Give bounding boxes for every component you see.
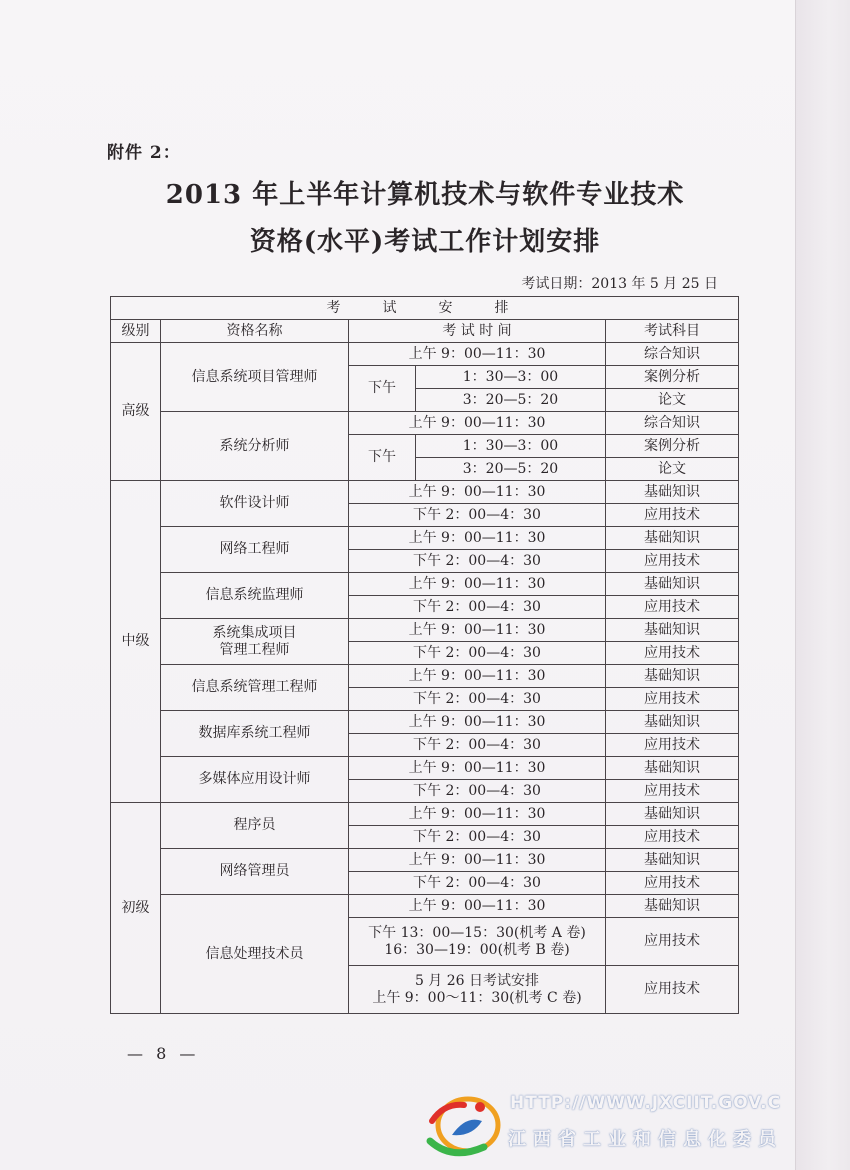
qualification-name: 程序员 bbox=[161, 803, 349, 849]
exam-time: 上午 9：00—11：30 bbox=[349, 895, 606, 918]
exam-time: 上午 9：00—11：30 bbox=[349, 527, 606, 550]
exam-subject: 案例分析 bbox=[606, 435, 739, 458]
exam-time-line2: 上午 9：00～11：30(机考 C 卷) bbox=[372, 989, 582, 1006]
exam-time-line1: 5 月 26 日考试安排 bbox=[414, 972, 540, 989]
exam-time: 上午 9：00—11：30 bbox=[349, 803, 606, 826]
exam-time: 上午 9：00—11：30 bbox=[349, 573, 606, 596]
qualification-name: 网络管理员 bbox=[161, 849, 349, 895]
exam-time: 上午 9：00—11：30 bbox=[349, 665, 606, 688]
level-senior: 高级 bbox=[111, 343, 161, 481]
exam-time: 下午 2：00—4：30 bbox=[349, 734, 606, 757]
exam-subject: 基础知识 bbox=[606, 619, 739, 642]
document-title-line2: 资格(水平)考试工作计划安排 bbox=[249, 227, 601, 257]
exam-time-multiline bbox=[349, 918, 606, 966]
exam-time: 上午 9：00—11：30 bbox=[349, 619, 606, 642]
exam-subject: 应用技术 bbox=[606, 688, 739, 711]
exam-time: 上午 9：00—11：30 bbox=[349, 481, 606, 504]
exam-time: 上午 9：00—11：30 bbox=[349, 343, 606, 366]
table-caption: 考 试 安 排 bbox=[111, 297, 739, 320]
table-row bbox=[111, 895, 739, 918]
exam-date: 考试日期：2013 年 5 月 25 日 bbox=[521, 276, 718, 292]
exam-time: 下午 2：00—4：30 bbox=[349, 872, 606, 895]
exam-time: 下午 2：00—4：30 bbox=[349, 780, 606, 803]
qualification-name: 信息处理技术员 bbox=[161, 895, 349, 1014]
site-logo-icon bbox=[422, 1091, 502, 1159]
pm-label: 下午 bbox=[349, 366, 416, 412]
exam-time: 1：30—3：00 bbox=[416, 366, 606, 389]
exam-subject: 应用技术 bbox=[606, 734, 739, 757]
exam-subject: 论文 bbox=[606, 389, 739, 412]
exam-time: 1：30—3：00 bbox=[416, 435, 606, 458]
qualification-name: 信息系统管理工程师 bbox=[161, 665, 349, 711]
qualification-name: 信息系统监理师 bbox=[161, 573, 349, 619]
table-header-row bbox=[111, 320, 739, 343]
exam-time: 上午 9：00—11：30 bbox=[349, 757, 606, 780]
exam-time: 下午 2：00—4：30 bbox=[349, 826, 606, 849]
exam-time: 下午 2：00—4：30 bbox=[349, 642, 606, 665]
table-row bbox=[111, 757, 739, 780]
table-row bbox=[111, 803, 739, 826]
attachment-label: 附件 2： bbox=[107, 143, 181, 163]
exam-subject: 基础知识 bbox=[606, 849, 739, 872]
exam-time: 下午 2：00—4：30 bbox=[349, 550, 606, 573]
exam-time: 下午 2：00—4：30 bbox=[349, 688, 606, 711]
table-row bbox=[111, 849, 739, 872]
watermark-org: 江西省工业和信息化委员 bbox=[508, 1129, 783, 1150]
header-qualification: 资格名称 bbox=[161, 320, 349, 343]
exam-time: 下午 2：00—4：30 bbox=[349, 504, 606, 527]
exam-subject: 应用技术 bbox=[606, 780, 739, 803]
exam-subject: 论文 bbox=[606, 458, 739, 481]
adjacent-page-edge bbox=[796, 0, 850, 1170]
qualification-name: 数据库系统工程师 bbox=[161, 711, 349, 757]
exam-subject: 基础知识 bbox=[606, 573, 739, 596]
qualification-name bbox=[161, 619, 349, 665]
table-row bbox=[111, 619, 739, 642]
exam-subject: 应用技术 bbox=[606, 966, 739, 1014]
level-junior: 初级 bbox=[111, 803, 161, 1014]
exam-subject: 应用技术 bbox=[606, 826, 739, 849]
exam-time: 上午 9：00—11：30 bbox=[349, 711, 606, 734]
exam-time: 下午 2：00—4：30 bbox=[349, 596, 606, 619]
pm-label: 下午 bbox=[349, 435, 416, 481]
exam-subject: 综合知识 bbox=[606, 343, 739, 366]
exam-time: 上午 9：00—11：30 bbox=[349, 849, 606, 872]
document-title-line1: 2013 年上半年计算机技术与软件专业技术 bbox=[165, 180, 685, 210]
exam-subject: 基础知识 bbox=[606, 711, 739, 734]
table-row bbox=[111, 343, 739, 366]
exam-subject: 综合知识 bbox=[606, 412, 739, 435]
exam-subject: 应用技术 bbox=[606, 550, 739, 573]
table-row bbox=[111, 412, 739, 435]
exam-subject: 应用技术 bbox=[606, 504, 739, 527]
table-caption-row bbox=[111, 297, 739, 320]
exam-time-line2: 16：30—19：00(机考 B 卷) bbox=[384, 941, 570, 958]
qualification-name: 信息系统项目管理师 bbox=[161, 343, 349, 412]
qualification-name: 多媒体应用设计师 bbox=[161, 757, 349, 803]
exam-time: 3：20—5：20 bbox=[416, 458, 606, 481]
exam-time: 3：20—5：20 bbox=[416, 389, 606, 412]
table-row bbox=[111, 481, 739, 504]
exam-subject: 基础知识 bbox=[606, 665, 739, 688]
qualification-name: 网络工程师 bbox=[161, 527, 349, 573]
qualification-name-line2: 管理工程师 bbox=[219, 641, 290, 658]
exam-subject: 应用技术 bbox=[606, 872, 739, 895]
exam-schedule-table bbox=[110, 296, 739, 1014]
header-time: 考 试 时 间 bbox=[349, 320, 606, 343]
table-row bbox=[111, 573, 739, 596]
exam-time-line1: 下午 13：00—15：30(机考 A 卷) bbox=[368, 924, 586, 941]
table-row bbox=[111, 711, 739, 734]
exam-subject: 应用技术 bbox=[606, 596, 739, 619]
site-watermark bbox=[420, 1085, 850, 1165]
exam-subject: 基础知识 bbox=[606, 803, 739, 826]
level-intermediate: 中级 bbox=[111, 481, 161, 803]
header-level: 级别 bbox=[111, 320, 161, 343]
exam-subject: 应用技术 bbox=[606, 642, 739, 665]
header-subject: 考试科目 bbox=[606, 320, 739, 343]
qualification-name: 软件设计师 bbox=[161, 481, 349, 527]
exam-subject: 基础知识 bbox=[606, 481, 739, 504]
exam-time-multiline bbox=[349, 966, 606, 1014]
exam-subject: 基础知识 bbox=[606, 527, 739, 550]
exam-subject: 案例分析 bbox=[606, 366, 739, 389]
table-row bbox=[111, 527, 739, 550]
exam-subject: 应用技术 bbox=[606, 918, 739, 966]
watermark-url: HTTP://WWW.JXCIIT.GOV.C bbox=[510, 1093, 782, 1113]
exam-subject: 基础知识 bbox=[606, 895, 739, 918]
page-number: — 8 — bbox=[127, 1044, 200, 1063]
qualification-name-line1: 系统集成项目 bbox=[212, 624, 297, 641]
qualification-name: 系统分析师 bbox=[161, 412, 349, 481]
table-row bbox=[111, 665, 739, 688]
exam-subject: 基础知识 bbox=[606, 757, 739, 780]
exam-time: 上午 9：00—11：30 bbox=[349, 412, 606, 435]
